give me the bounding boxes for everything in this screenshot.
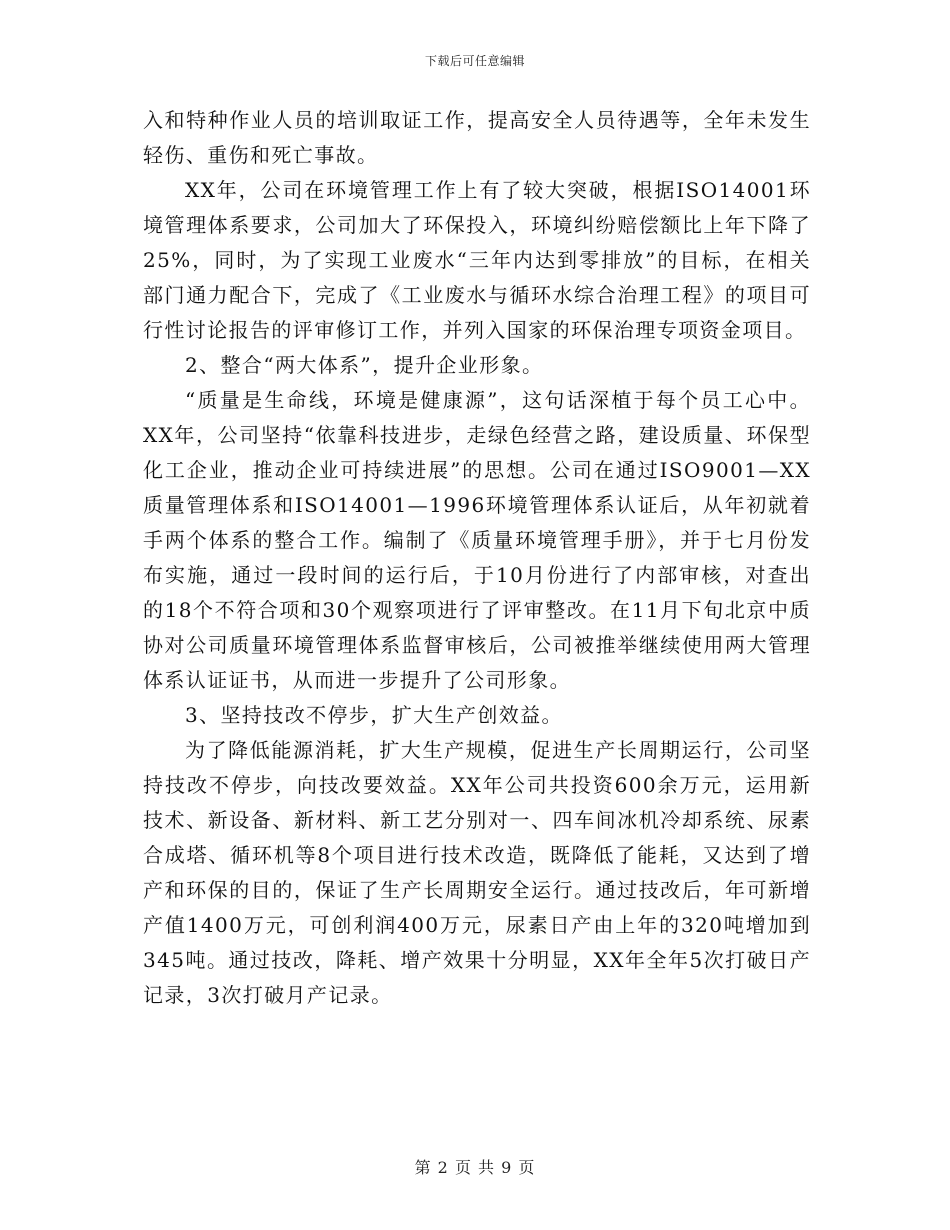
- page-footer: 第 2 页 共 9 页: [414, 1158, 536, 1177]
- paragraph-2: XX年，公司在环境管理工作上有了较大突破，根据ISO14001环境管理体系要求，公司加大了环保投入，环境纠纷赔偿额比上年下降了25%，同时，为了实现工业废水“三年内达到零排放”的目标，在相关部门通力配合下，完成了《工业废水与循环水综合治理工程》的项目可行性讨论报告的评审修订工作，并列入国家的环保治理专项资金项目。: [143, 178, 811, 342]
- document-body: [143, 103, 811, 1013]
- page-header: 下载后可任意编辑: [424, 54, 525, 68]
- section-heading-2: 2、整合“两大体系”，提升企业形象。: [185, 353, 544, 377]
- section-heading-3: 3、坚持技改不停步，扩大生产创效益。: [185, 703, 563, 727]
- paragraph-4: 为了降低能源消耗，扩大生产规模，促进生产长周期运行，公司坚持技改不停步，向技改要效益。XX年公司共投资600余万元，运用新技术、新设备、新材料、新工艺分别对一、四车间冰机冷却系统、尿素合成塔、循环机等8个项目进行技术改造，既降低了能耗，又达到了增产和环保的目的，保证了生产长周期安全运行。通过技改后，年可新增产值1400万元，可创利润400万元，尿素日产由上年的320吨增加到345吨。通过技改，降耗、增产效果十分明显，XX年全年5次打破日产记录，3次打破月产记录。: [143, 738, 811, 1007]
- paragraph-3: “质量是生命线，环境是健康源”，这句话深植于每个员工心中。XX年，公司坚持“依靠科技进步，走绿色经营之路，建设质量、环保型化工企业，推动企业可持续进展”的思想。公司在通过ISO9001—XX质量管理体系和ISO14001—1996环境管理体系认证后，从年初就着手两个体系的整合工作。编制了《质量环境管理手册》，并于七月份发布实施，通过一段时间的运行后，于10月份进行了内部审核，对查出的18个不符合项和30个观察项进行了评审整改。在11月下旬北京中质协对公司质量环境管理体系监督审核后，公司被推举继续使用两大管理体系认证证书，从而进一步提升了公司形象。: [143, 388, 811, 692]
- paragraph-1: 入和特种作业人员的培训取证工作，提高安全人员待遇等，全年未发生轻伤、重伤和死亡事故。: [143, 108, 811, 167]
